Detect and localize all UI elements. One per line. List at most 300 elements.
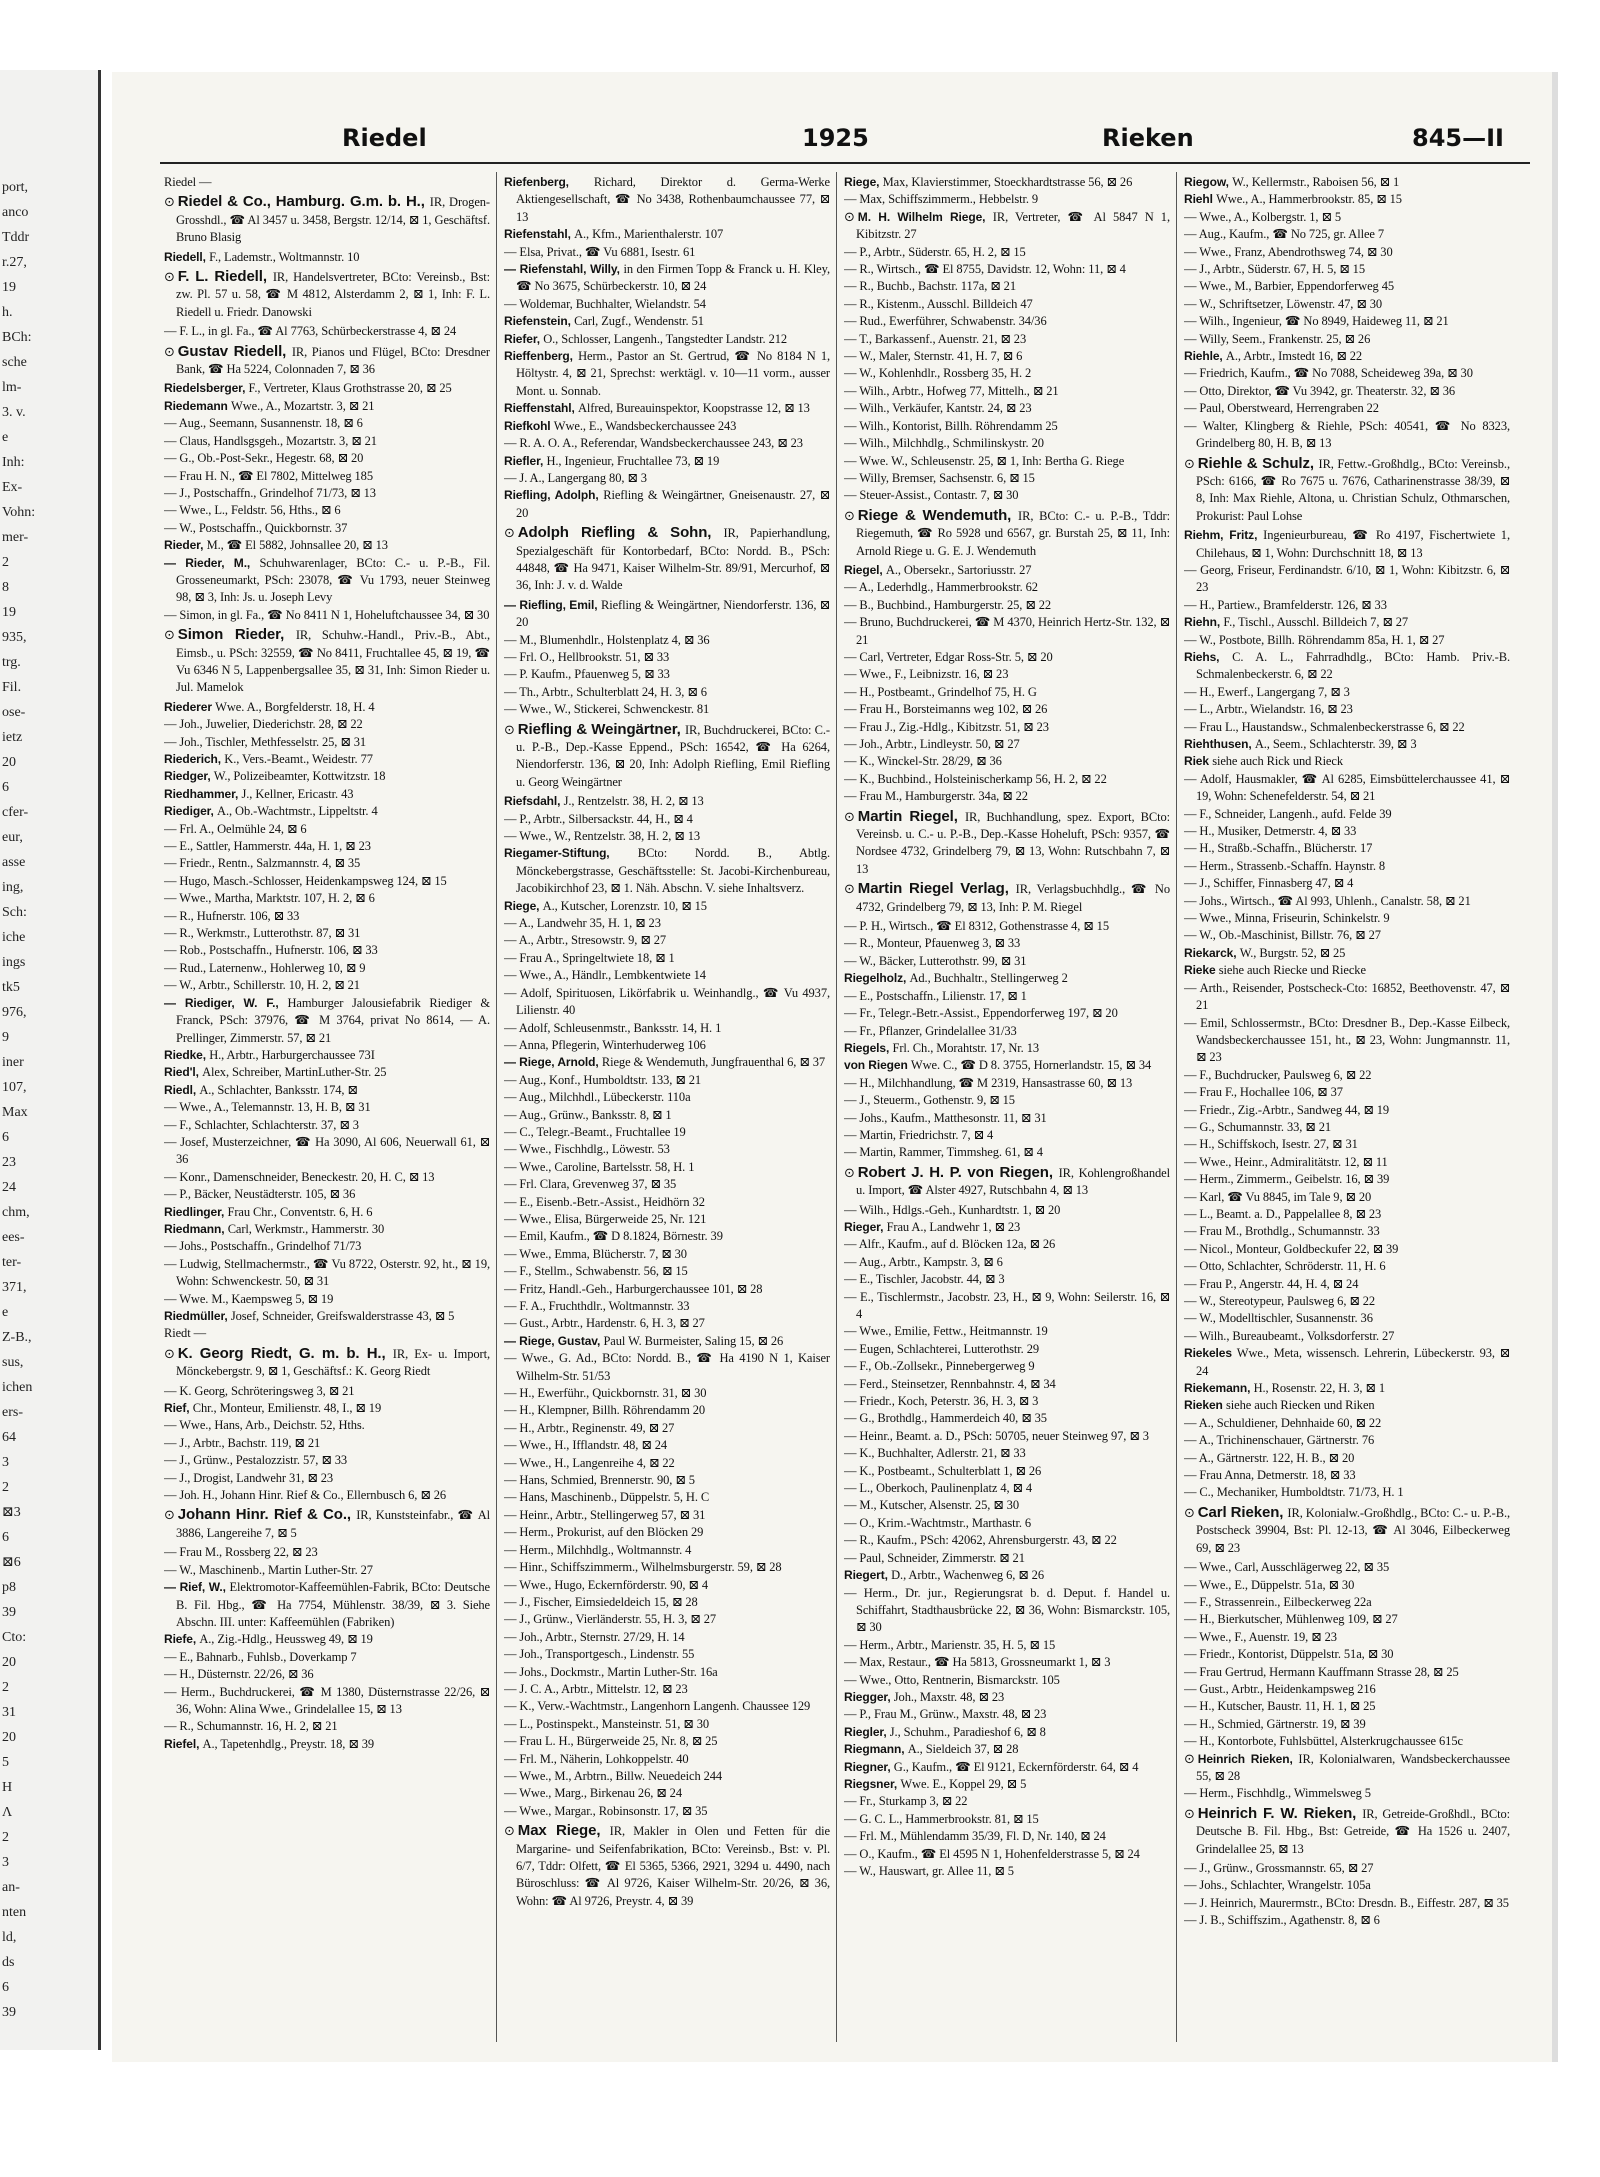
directory-entry [844,1236,1170,1253]
entry-details: Riedel — [164,175,212,189]
entry-details: — H., Bierkutscher, Mühlenweg 109, ⊠ 27 [1184,1612,1398,1627]
directory-entry [844,1480,1170,1497]
directory-entry [844,1254,1170,1271]
margin-fragment: ⊠6 [2,1555,21,1570]
entry-details: — Herm., Milchhdlg., Woltmannstr. 4 [504,1542,692,1557]
directory-entry [1184,348,1510,365]
directory-entry [844,1828,1170,1845]
margin-fragment: ose- [2,705,26,720]
registered-firm-marker: ⊙ [504,1824,515,1840]
entry-details: — Joh., Tischler, Methfesselstr. 25, ⊠ 31 [164,734,367,749]
directory-entry [504,793,830,810]
directory-entry [1184,980,1510,1015]
directory-entry [164,1400,490,1417]
entry-details: — T., Barkassenf., Auenstr. 21, ⊠ 23 [844,331,1027,346]
directory-entry [1184,1912,1510,1929]
directory-entry [844,1410,1170,1427]
directory-entry [164,626,490,697]
entry-details: — Wilh., Ingenieur, ☎ No 8949, Haideweg 11, ⊠ 21 [1184,314,1449,329]
entry-details: — Aug., Arbtr., Kampstr. 3, ⊠ 6 [844,1254,1003,1269]
entry-details: — Max, Restaur., ☎ Ha 5813, Grossneumarkt 1, ⊠ 3 [844,1655,1111,1670]
directory-entry [504,1298,830,1315]
directory-page [112,72,1558,2062]
entry-name: Riegsner, [844,1776,901,1791]
entry-details: Elektromotor-Kaffeemühlen-Fabrik, BCto: Deutsche B. Fil. Hbg., ☎ Ha 7754, Mühlenstr. 38/39, ⊠ 3. Siehe Abschn. III. unter: Kaffeemühlen (Fabriken) [176,1580,490,1629]
entry-details: H., Arbtr., Harburgerchaussee 73I [209,1047,375,1062]
entry-details: — L., Beamt. a. D., Pappelallee 8, ⊠ 23 [1184,1206,1382,1221]
directory-entry [1184,1681,1510,1698]
entry-details: — Wwe. M., Kaempsweg 5, ⊠ 19 [164,1291,334,1306]
directory-entry [844,1219,1170,1236]
entry-details: — Emil, Schlossermstr., BCto: Dresdner B., Dep.-Kasse Eilbeck, Wandsbeckerchaussee 151, ht., ⊠ 23, Wohn: Jungmannstr. 11, ⊠ 23 [1184,1015,1510,1065]
directory-entry [504,313,830,330]
margin-fragment: ds [2,1955,15,1970]
directory-entry [504,1594,830,1611]
directory-entry [1184,365,1510,382]
entry-details: — Herm., Buchdruckerei, ☎ M 1380, Düsternstrasse 22/26, ⊠ 36, Wohn: Alina Wwe., Grindelallee 15, ⊠ 13 [164,1684,490,1716]
entry-details: — Frau L., Haustandsw., Schmalenbeckerstrasse 6, ⊠ 22 [1184,719,1465,734]
entry-details: Ingenieurbureau, ☎ Ro 4197, Fischertwiete 1, Chilehaus, ⊠ 1, Wohn: Durchschnitt 18, ⊠ 13 [1196,528,1510,560]
directory-entry [1184,945,1510,962]
directory-entry [1184,719,1510,736]
entry-details: A., Seem., Schlachterstr. 39, ⊠ 3 [1254,737,1417,751]
registered-firm-marker: ⊙ [164,344,175,360]
registered-firm-marker: ⊙ [1184,1806,1195,1822]
directory-entry [504,1437,830,1454]
entry-details: — C., Telegr.-Beamt., Fruchtallee 19 [504,1124,686,1139]
entry-details: — Frl. A., Oelmühle 24, ⊠ 6 [164,821,307,836]
entry-details: — Wwe., Marg., Birkenau 26, ⊠ 24 [504,1786,682,1801]
entry-details: — Wwe., W., Stickerei, Schwenckestr. 81 [504,702,710,717]
entry-details: — Friedr., Zig.-Arbtr., Sandweg 44, ⊠ 19 [1184,1102,1390,1117]
entry-details: J., Kellner, Ericastr. 43 [241,786,354,801]
margin-fragment: Vohn: [2,505,36,520]
entry-details: — Fr., Pflanzer, Grindelallee 31/33 [844,1023,1017,1038]
entry-details: — Bruno, Buchdruckerei, ☎ M 4370, Heinrich Hertz-Str. 132, ⊠ 21 [844,615,1170,647]
registered-firm-marker: ⊙ [844,209,855,225]
registered-firm-marker: ⊙ [844,809,855,825]
directory-entry [1184,1171,1510,1188]
directory-entry [164,1082,490,1099]
entry-name: Riedlinger, [164,1204,228,1219]
entry-details: — Wwe., W., Rentzelstr. 38, H. 2, ⊠ 13 [504,829,701,844]
entry-details: — Wilh., Bureaubeamt., Volksdorferstr. 27 [1184,1328,1395,1343]
entry-name: Riehle & Schulz, [1197,454,1319,472]
directory-entry [844,579,1170,596]
entry-details: F., Tischl., Ausschl. Billdeich 7, ⊠ 27 [1223,615,1409,630]
entry-details: — Otto, Direktor, ☎ Vu 3942, gr. Theaterstr. 32, ⊠ 36 [1184,383,1456,398]
directory-entry [164,1470,490,1487]
directory-entry [164,398,490,415]
directory-entry [164,942,490,959]
directory-entry [504,418,830,435]
entry-details: — Aug., Milchhdl., Lübeckerstr. 110a [504,1090,691,1105]
margin-fragment: 6 [2,1530,9,1545]
directory-entry [164,855,490,872]
entry-details: D., Arbtr., Wachenweg 6, ⊠ 26 [891,1568,1044,1583]
directory-entry [1184,244,1510,261]
registered-firm-marker: ⊙ [164,1346,175,1362]
entry-details: — Wwe., Emilie, Fettw., Heitmannstr. 19 [844,1324,1048,1339]
directory-entry [844,1289,1170,1324]
directory-entry [164,415,490,432]
directory-entry [844,1846,1170,1863]
entry-name: Riefler, [504,453,547,468]
entry-details: — Th., Arbtr., Schulterblatt 24, H. 3, ⊠ 6 [504,684,707,699]
directory-entry [844,331,1170,348]
entry-name: Riefsdahl, [504,794,564,809]
directory-entry [1184,1154,1510,1171]
entry-details: — R., Kaufm., PSch: 42062, Ahrensburgerstr. 43, ⊠ 22 [844,1533,1117,1548]
entry-details: — J., Grünw., Grossmannstr. 65, ⊠ 27 [1184,1861,1374,1875]
directory-entry [1184,858,1510,875]
entry-name: F. L. Riedell, [177,268,273,286]
directory-entry [844,1092,1170,1109]
entry-name: K. Georg Riedt, G. m. b. H., [177,1344,393,1362]
directory-entry [504,1822,830,1910]
entry-details: — W., Kohlenhdlr., Rossberg 35, H. 2 [844,366,1032,381]
entry-details: — Nicol., Monteur, Goldbeckufer 22, ⊠ 39 [1184,1241,1399,1256]
directory-entry [1184,1397,1510,1414]
directory-entry [844,701,1170,718]
entry-details: IR, Papierhandlung, Spezialgeschäft für Kontorbedarf, BCto: Nordd. B., PSch: 44848, ☎ Ha 9471, Kaiser Wilhelm-Str. 89/91, Mercurhof, ⊠ 36, Inh: J. v. d. Walde [516,526,830,593]
entry-details: — Heinr., Beamt. a. D., PSch: 50705, neuer Steinweg 97, ⊠ 3 [844,1428,1149,1443]
directory-entry [164,821,490,838]
entry-details: — Wwe., Otto, Rentnerin, Bismarckstr. 105 [844,1672,1060,1687]
entry-details: IR, Buchdruckerei, BCto: C.- u. P.-B., Dep.-Kasse Eppend., PSch: 16542, ☎ Ha 6264, Niendorferstr. 136, ⊠ 20, Inh: Adolph Riefling, Emil Riefling u. Georg Weingärtner [516,722,830,789]
entry-details: — J., Grünw., Vierländerstr. 55, H. 3, ⊠ 27 [504,1612,716,1627]
entry-details: — Wwe., F., Leibnizstr. 16, ⊠ 23 [844,667,1009,682]
directory-entry [1184,927,1510,944]
registered-firm-marker: ⊙ [164,195,175,211]
entry-name: Riederer [164,699,216,714]
entry-details: — J., Arbtr., Süderstr. 67, H. 5, ⊠ 15 [1184,262,1365,277]
entry-details: — Friedr., Koch, Peterstr. 36, H. 3, ⊠ 3 [844,1394,1039,1409]
entry-details: — H., Klempner, Billh. Röhrendamm 20 [504,1403,706,1418]
directory-entry [1184,296,1510,313]
entry-details: Schuhwarenlager, BCto: C.- u. P.-B., Fil. Grosseneumarkt, PSch: 23078, ☎ Vu 1793, neuer Steinweg 98, ⊠ 3, Inh: Js. u. Joseph Levy [176,555,490,605]
entry-details: — Wwe., Emma, Blücherstr. 7, ⊠ 30 [504,1246,687,1261]
entry-details: Ad., Buchhaltr., Stellingerweg 2 [909,971,1068,986]
margin-fragment: p8 [2,1580,16,1595]
entry-details: — P., Frau M., Grünw., Maxstr. 48, ⊠ 23 [844,1707,1047,1722]
entry-details: — Frau M., Hamburgerstr. 34a, ⊠ 22 [844,789,1028,804]
directory-entry [844,666,1170,683]
margin-fragment: e [2,430,9,445]
directory-entry [844,649,1170,666]
directory-entry [844,753,1170,770]
entry-details: — Wwe., F., Auenstr. 19, ⊠ 23 [1184,1629,1337,1644]
directory-entry [1184,1611,1510,1628]
entry-details: IR, Getreide-Großhdl., BCto: Deutsche B. Fil. Hbg., Bst: Getreide, ☎ Ha 1526 u. 2407, Grindelallee 25, ⊠ 13 [1196,1806,1510,1856]
directory-entry [844,278,1170,295]
entry-details: — K., Buchbind., Holsteinischerkamp 56, H. 2, ⊠ 22 [844,771,1107,786]
directory-entry [844,1358,1170,1375]
margin-fragment: 3 [2,1855,9,1870]
directory-entry [164,977,490,994]
directory-entry [504,701,830,718]
entry-details: — R. A. O. A., Referendar, Wandsbeckerchaussee 243, ⊠ 23 [504,436,803,451]
entry-details: — Konr., Damenschneider, Beneckestr. 20, H. C, ⊠ 13 [164,1169,435,1184]
directory-entry [164,343,490,379]
directory-entry [164,1345,490,1381]
entry-details: J., Schuhm., Paradieshof 6, ⊠ 8 [889,1724,1046,1739]
directory-entry [164,908,490,925]
entry-name: Riedmüller, [164,1309,231,1323]
entry-details: — Friedrich, Kaufm., ☎ No 7088, Scheideweg 39a, ⊠ 30 [1184,366,1473,381]
directory-entry [844,1672,1170,1689]
directory-entry [1184,562,1510,597]
directory-entry [164,1169,490,1186]
entry-details: IR, Verlagsbuchhdlg., ☎ No 4732, Grindelberg 79, ⊠ 13, Inh: P. M. Riegel [856,882,1170,914]
directory-entry [504,1141,830,1158]
entry-details: — Wwe., Margar., Robinsonstr. 17, ⊠ 35 [504,1803,708,1818]
entry-details: — W., Modelltischler, Susannenstr. 36 [1184,1311,1373,1326]
directory-entry [1184,1102,1510,1119]
entry-name: Riegamer-Stiftung, [504,846,638,861]
entry-details: — F., Buchdrucker, Paulsweg 6, ⊠ 22 [1184,1067,1372,1082]
directory-entry [844,1463,1170,1480]
entry-details: — Joh., Juwelier, Diederichstr. 28, ⊠ 22 [164,717,363,732]
margin-fragment: eur, [2,830,23,845]
entry-details: — L., Arbtr., Wielandstr. 16, ⊠ 23 [1184,702,1353,717]
entry-name: Robert J. H. P. von Riegen, [857,1163,1059,1181]
column-2 [504,174,830,2044]
entry-details: — Fr., Sturkamp 3, ⊠ 22 [844,1794,968,1809]
directory-entry [844,400,1170,417]
directory-entry [164,1186,490,1203]
directory-entry [844,1323,1170,1340]
directory-entry [504,487,830,522]
entry-details: — W., Bäcker, Lutterothstr. 99, ⊠ 31 [844,953,1027,968]
entry-details: IR, Drogen-Grosshdl., ☎ Al 3457 u. 3458, Bergstr. 12/14, ⊠ 1, Geschäftsf. Bruno Blasig [176,195,490,245]
directory-entry [504,1785,830,1802]
entry-name: Carl Rieken, [1197,1503,1288,1521]
entry-details: A., Arbtr., Imstedt 16, ⊠ 22 [1225,349,1363,364]
entry-details: — H., Partiew., Bramfelderstr. 126, ⊠ 33 [1184,597,1387,612]
entry-name: Riefer, [504,331,544,346]
directory-entry [1184,1559,1510,1576]
entry-name: Riegler, [844,1724,890,1739]
adjacent-page-edge [0,70,101,2050]
directory-entry [844,1202,1170,1219]
entry-name: Riehs, [1184,649,1233,664]
entry-name: von Riegen [844,1058,911,1073]
entry-details: — A., Arbtr., Stresowstr. 9, ⊠ 27 [504,933,667,948]
entry-details: — W., Maler, Sternstr. 41, H. 7, ⊠ 6 [844,349,1023,364]
entry-details: Wwe., E., Wandsbeckerchaussee 243 [553,418,737,433]
entry-name: — Riefenstahl, Willy, [504,262,624,277]
directory-entry [1184,1504,1510,1557]
entry-details: — P. H., Wirtsch., ☎ El 8312, Gothenstrasse 4, ⊠ 15 [844,919,1109,934]
directory-entry [164,433,490,450]
directory-entry [164,873,490,890]
margin-fragment: cfer- [2,805,29,820]
directory-entry [164,1562,490,1579]
margin-fragment: h. [2,305,13,320]
entry-name: Martin Riegel Verlag, [857,880,1016,898]
entry-name: — Rief, W., [164,1580,230,1595]
entry-details: — O., Kaufm., ☎ El 4595 N 1, Hohenfelderstrasse 5, ⊠ 24 [844,1846,1140,1861]
margin-fragment: an- [2,1880,20,1895]
directory-entry [1184,1895,1510,1912]
entry-details: — Steuer-Assist., Contastr. 7, ⊠ 30 [844,488,1019,503]
entry-name: Riefkohl [504,418,554,433]
entry-details: A., Schlachter, Banksstr. 174, ⊠ [199,1082,358,1097]
entry-details: Wwe., A., Hammerbrookstr. 85, ⊠ 15 [1216,192,1402,207]
entry-details: — Wwe., A., Kolbergstr. 1, ⊠ 5 [1184,209,1342,224]
directory-entry [844,1759,1170,1776]
directory-entry [164,1666,490,1683]
entry-details: — Johs., Schlachter, Wrangelstr. 105a [1184,1878,1371,1893]
directory-entry [504,1716,830,1733]
directory-entry [844,244,1170,261]
margin-fragment: asse [2,855,26,870]
margin-fragment: 20 [2,755,16,770]
entry-details: — Frl. O., Hellbrookstr. 51, ⊠ 33 [504,649,670,664]
directory-entry [164,1435,490,1452]
margin-fragment: 6 [2,1130,9,1145]
entry-details: A., Kutscher, Lorenzstr. 10, ⊠ 15 [542,898,707,913]
entry-name: Rieder, [164,538,207,553]
margin-fragment: 19 [2,605,16,620]
entry-details: — H., Arbtr., Reginenstr. 49, ⊠ 27 [504,1420,675,1435]
entry-details: — F. L., in gl. Fa., ☎ Al 7763, Schürbeckerstrasse 4, ⊠ 24 [164,324,457,339]
entry-details: — K., Verw.-Wachtmstr., Langenhorn Langenh. Chaussee 129 [504,1699,811,1714]
directory-entry [164,1221,490,1238]
directory-entry [844,383,1170,400]
directory-entry [164,174,490,191]
directory-entry [1184,1310,1510,1327]
directory-entry [504,1385,830,1402]
entry-name: Riehl [1184,192,1217,207]
entry-details: — H., Straßb.-Schaffn., Blücherstr. 17 [1184,841,1373,856]
directory-entry [504,1350,830,1385]
entry-details: IR, Pianos und Flügel, BCto: Dresdner Bank, ☎ Ha 5224, Colonnaden 7, ⊠ 36 [176,344,490,377]
directory-entry [844,1811,1170,1828]
directory-entry [844,1376,1170,1393]
entry-details: — J., Steuerm., Gothenstr. 9, ⊠ 15 [844,1093,1015,1108]
directory-entry [504,1315,830,1332]
directory-entry [164,1204,490,1221]
entry-details: J., Rentzelstr. 38, H. 2, ⊠ 13 [563,794,704,809]
entry-name: Riegel, [844,562,886,577]
entry-details: — Wilh., Arbtr., Hofweg 77, Mittelh., ⊠ 21 [844,383,1059,398]
directory-entry [1184,1733,1510,1750]
entry-details: — J., Schiffer, Finnasberg 47, ⊠ 4 [1184,876,1354,891]
directory-entry [504,296,830,313]
directory-entry [1184,875,1510,892]
entry-details: — Wwe., A., Telemannstr. 13, H. B, ⊠ 31 [164,1100,371,1115]
entry-name: Riedhammer, [164,786,242,801]
directory-entry [1184,632,1510,649]
entry-details: — Friedr., Kontorist, Düppelstr. 51a, ⊠ 30 [1184,1647,1394,1662]
directory-entry [504,348,830,400]
margin-fragment: ter- [2,1255,22,1270]
directory-entry [1184,771,1510,806]
directory-entry [1184,1805,1510,1858]
entry-details: O., Schlosser, Langenh., Tangstedter Landstr. 212 [543,331,788,346]
entry-details: Carl, Zugf., Wendenstr. 51 [574,314,704,329]
entry-details: IR, Makler in Olen und Fetten für die Margarine- und Seifenfabrikation, BCto: Vereinsb., Bst: v. Pl. 6/7, Tddr: Olfett, ☎ El 5365, 5366, 2921, 3294 u. 4490, nach Büroschluss: ☎ Al 9726, Kaiser Wilhelm-Str. 20/26, ⊠ 36, Wohn: ☎ Al 9726, Preystr. 4, ⊠ 39 [516,1824,830,1908]
directory-entry [844,562,1170,579]
directory-entry [844,736,1170,753]
entry-details: — Herm., Dr. jur., Regierungsrat b. d. Deput. f. Handel u. Schiffahrt, Stadthausbrücke 22, ⊠ 36, Wohn: Bismarckstr. 105, ⊠ 30 [844,1585,1170,1635]
directory-entry [504,174,830,226]
registered-firm-marker: ⊙ [164,628,175,644]
entry-details: — Johs., Wirtsch., ☎ Al 993, Uhlenh., Canalstr. 58, ⊠ 21 [1184,893,1471,908]
entry-details: — Rud., Ewerführer, Schwabenstr. 34/36 [844,314,1047,329]
directory-entry [844,1341,1170,1358]
margin-fragment: 107, [2,1080,27,1095]
entry-name: Riege & Wendemuth, [857,506,1019,524]
margin-fragment: iche [2,930,26,945]
directory-entry [504,811,830,828]
directory-entry [844,261,1170,278]
directory-entry [164,249,490,266]
directory-entry [844,1271,1170,1288]
directory-entry [504,524,830,595]
directory-entry [844,1144,1170,1161]
entry-details: — W., Maschinenb., Martin Luther-Str. 27 [164,1562,373,1577]
directory-entry [164,1506,490,1542]
entry-details: — G. C. L., Hammerbrookstr. 81, ⊠ 15 [844,1811,1039,1826]
directory-entry [844,719,1170,736]
entry-details: A., Tapetenhdlg., Preystr. 18, ⊠ 39 [202,1736,375,1751]
directory-entry [504,649,830,666]
margin-fragment: 5 [2,1755,9,1770]
entry-details: — Wilh., Verkäufer, Kantstr. 24, ⊠ 23 [844,401,1032,416]
directory-entry [844,1776,1170,1793]
directory-entry [1184,1785,1510,1802]
entry-details: — H., Kontorbote, Fuhlsbüttel, Alsterkrugchaussee 615c [1184,1734,1463,1749]
entry-details: — Wilh., Hdlgs.-Geh., Kunhardtstr. 1, ⊠ 20 [844,1202,1061,1217]
directory-entry [844,1706,1170,1723]
entry-details: — Wwe., E., Düppelstr. 51a, ⊠ 30 [1184,1577,1355,1592]
entry-details: — J. Heinrich, Maurermstr., BCto: Dresdn. B., Eiffestr. 287, ⊠ 35 [1184,1895,1509,1910]
entry-details: A., Sieldeich 37, ⊠ 28 [907,1742,1019,1757]
directory-entry [1184,684,1510,701]
column-3 [844,174,1170,2044]
entry-details: — Herm., Prokurist, auf den Blöcken 29 [504,1525,704,1540]
directory-entry [1184,910,1510,927]
margin-fragment: 39 [2,2005,16,2020]
directory-entry [164,1417,490,1434]
directory-entry [1184,1328,1510,1345]
directory-entry [504,932,830,949]
entry-details: — Hugo, Masch.-Schlosser, Heidenkampsweg 124, ⊠ 15 [164,873,447,888]
entry-name: Riegels, [844,1040,893,1055]
directory-entry [164,1238,490,1255]
entry-details: — W., Arbtr., Schillerstr. 10, H. 2, ⊠ 21 [164,978,360,993]
entry-details: — Martin, Friedrichstr. 7, ⊠ 4 [844,1127,994,1142]
directory-entry [504,828,830,845]
directory-entry [504,721,830,792]
entry-details: — Frl. M., Mühlendamm 35/39, Fl. D, Nr. 140, ⊠ 24 [844,1829,1106,1844]
entry-details: K., Vers.-Beamt., Weidestr. 77 [224,752,373,766]
entry-details: — F. A., Fruchthdlr., Woltmannstr. 33 [504,1299,690,1313]
entry-details: — Ferd., Steinsetzer, Rennbahnstr. 4, ⊠ 34 [844,1376,1056,1391]
directory-entry [504,1559,830,1576]
margin-fragment: ing, [2,880,24,895]
directory-entry [164,537,490,554]
entry-details: — Claus, Handlsgsgeh., Mozartstr. 3, ⊠ 21 [164,433,377,448]
entry-details: — Herm., Arbtr., Marienstr. 35, H. 5, ⊠ 15 [844,1637,1056,1652]
entry-details: — Frl. M., Näherin, Lohkoppelstr. 40 [504,1751,689,1766]
entry-details: F., Vertreter, Klaus Grothstrasse 20, ⊠ 25 [248,381,452,396]
entry-details: — Hans, Maschinenb., Düppelstr. 5, H. C [504,1490,710,1505]
directory-entry [844,1445,1170,1462]
